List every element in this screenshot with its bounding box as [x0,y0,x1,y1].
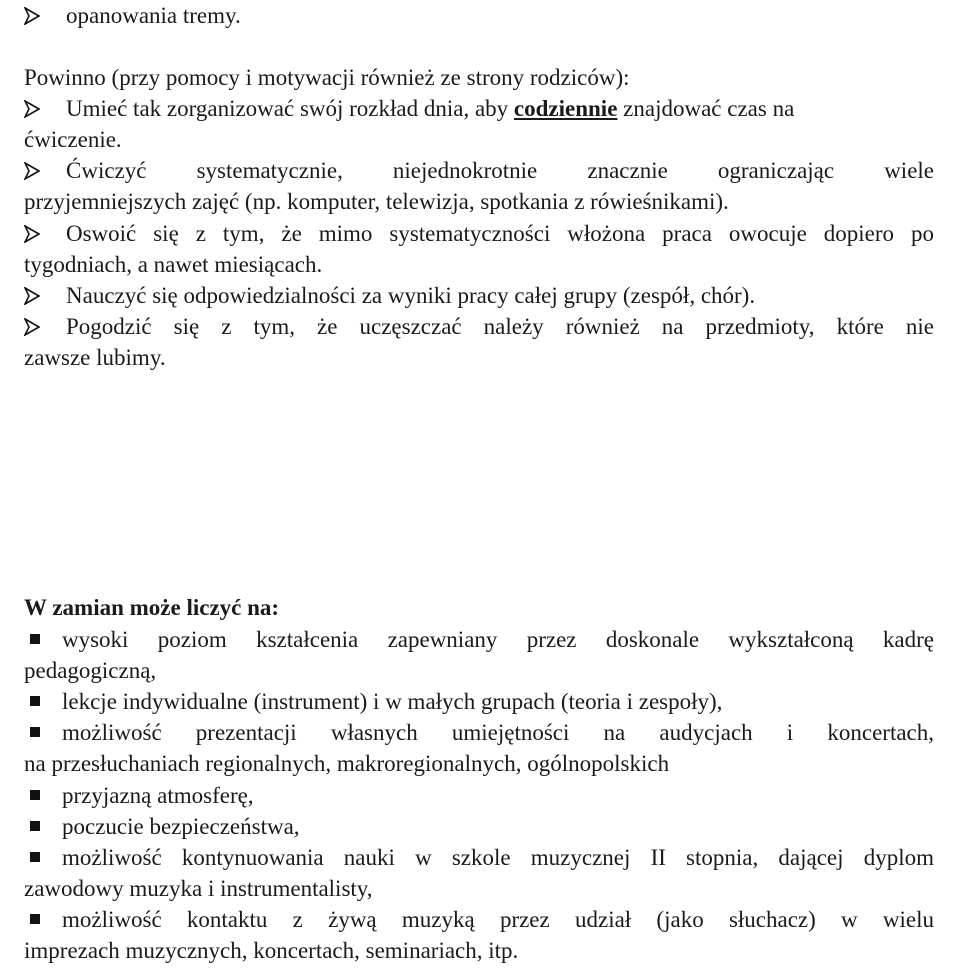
item-text: poczucie bezpieczeństwa, [62,814,300,839]
item-continuation: ćwiczenie. [24,127,122,152]
arrow-list-item [24,218,934,249]
square-bullet-icon [30,852,40,862]
item-text: Oswoić się z tym, że mimo systematyczności włożona praca owocuje dopiero po [66,221,934,246]
item-continuation: imprezach muzycznych, koncertach, seminariach, itp. [24,938,519,963]
square-bullet-icon [30,634,40,644]
arrow-bullet-icon [24,100,40,118]
item-text: możliwość kontaktu z żywą muzyką przez udział (jako słuchacz) w wielu [62,907,934,932]
square-list-item [24,811,934,842]
square-bullet-icon [30,821,40,831]
arrow-list-item [24,311,934,342]
square-list-item [24,842,934,873]
item-text: Pogodzić się z tym, że uczęszczać należy również na przedmioty, które nie [66,314,934,339]
item-text: przyjazną atmosferę, [62,783,254,808]
item-text: Nauczyć się odpowiedzialności za wyniki pracy całej grupy (zespół, chór). [66,283,756,308]
item-text: wysoki poziom kształcenia zapewniany przez doskonale wykształconą kadrę [62,627,934,652]
arrow-bullet-icon [24,287,40,305]
item-continuation: zawodowy muzyka i instrumentalisty, [24,876,373,901]
item-continuation: zawsze lubimy. [24,345,166,370]
arrow-list-item [24,93,934,124]
item-continuation: przyjemniejszych zajęć (np. komputer, telewizja, spotkania z rówieśnikami). [24,189,729,214]
arrow-bullet-icon [24,7,40,25]
item-text: Ćwiczyć systematycznie, niejednokrotnie znacznie ograniczając wiele [66,158,934,183]
square-list-item [24,624,934,655]
item-continuation: na przesłuchaniach regionalnych, makroregionalnych, ogólnopolskich [24,751,670,776]
square-list-item [24,717,934,748]
arrow-bullet-icon [24,318,40,336]
item-text: opanowania tremy. [66,3,241,28]
arrow-list-item [24,0,934,31]
section-heading: W zamian może liczyć na: [24,595,280,620]
item-continuation: tygodniach, a nawet miesiącach. [24,252,323,277]
item-text: Umieć tak zorganizować swój rozkład dnia, aby [66,96,514,121]
square-list-item [24,904,934,935]
emphasis-text: codziennie [513,96,618,121]
item-text: możliwość kontynuowania nauki w szkole muzycznej II stopnia, dającej dyplom [62,845,934,870]
intro-paragraph: Powinno (przy pomocy i motywacji również ze strony rodziców): [24,65,630,90]
square-bullet-icon [30,790,40,800]
arrow-bullet-icon [24,162,40,180]
square-list-item [24,686,934,717]
item-text: lekcje indywidualne (instrument) i w małych grupach (teoria i zespoły), [62,689,723,714]
item-continuation: pedagogiczną, [24,658,157,683]
arrow-list-item [24,280,934,311]
item-text: znajdować czas na [617,96,795,121]
arrow-bullet-icon [24,225,40,243]
item-text: możliwość prezentacji własnych umiejętności na audycjach i koncertach, [62,720,934,745]
square-bullet-icon [30,696,40,706]
square-list-item [24,780,934,811]
square-bullet-icon [30,914,40,924]
arrow-list-item [24,155,934,186]
square-bullet-icon [30,727,40,737]
